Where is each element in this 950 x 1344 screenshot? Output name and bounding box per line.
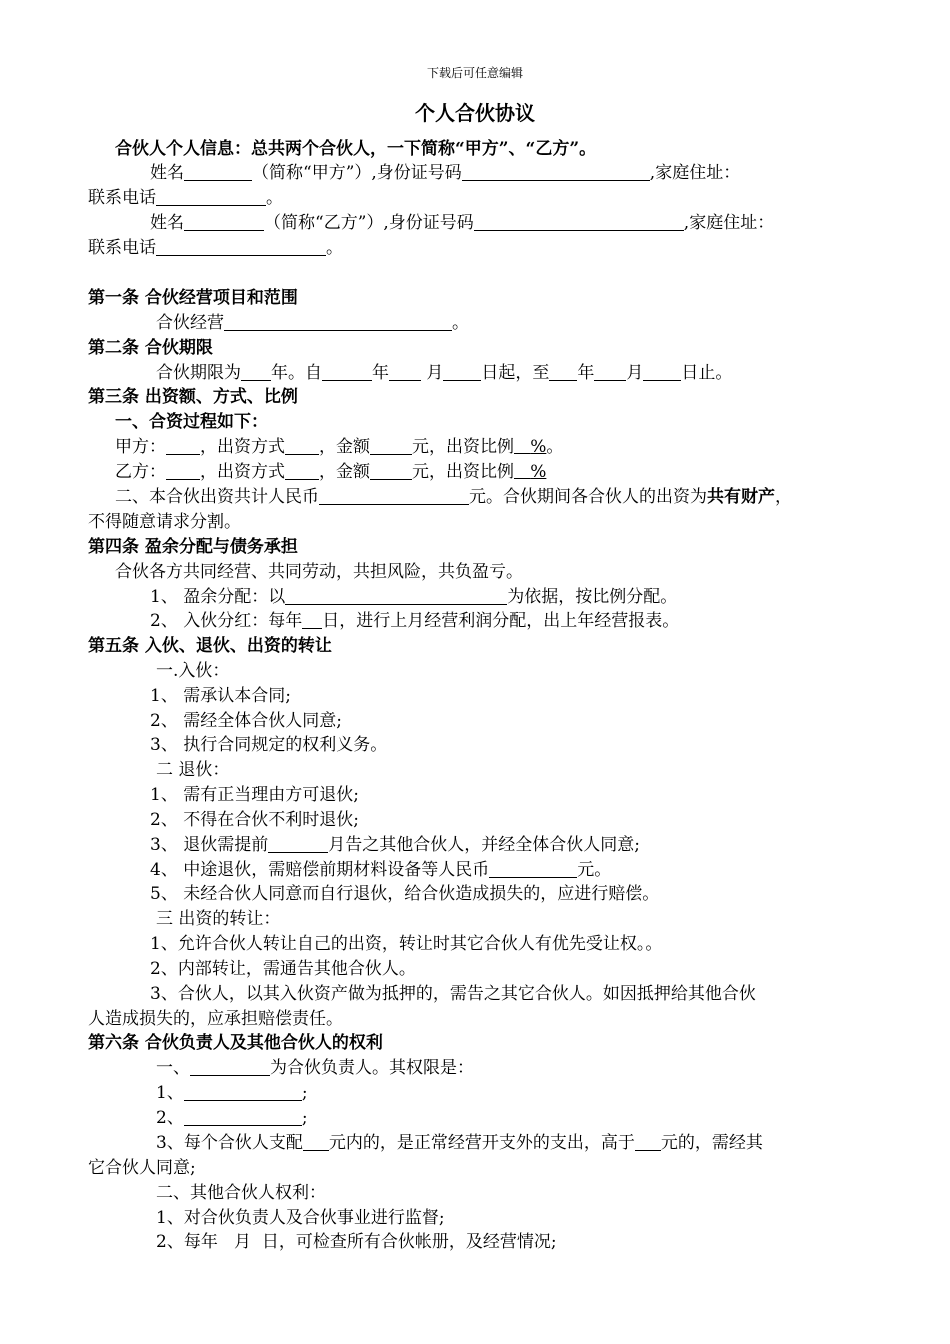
party-a-contribution: 甲方： ，出资方式 ，金额 元，出资比例 %。 (115, 437, 564, 457)
blank-id-a[interactable] (462, 162, 650, 181)
article-3-sub2-cont: 不得随意请求分割。 (88, 512, 241, 532)
blank-a-method[interactable] (285, 436, 319, 455)
list-item: 1、 ; (156, 1083, 308, 1103)
list-item: 4、 中途退伙，需赔偿前期材料设备等人民币 元。 (150, 860, 612, 880)
blank-total-capital[interactable] (319, 486, 469, 505)
article-3-sub1: 一、合资过程如下： (115, 412, 268, 432)
list-item: 3、 退伙需提前 月告之其他合伙人，并经全体合伙人同意; (150, 835, 640, 855)
list-item: 2、 不得在合伙不利时退伙; (150, 810, 359, 830)
article-4-item2: 2、 入伙分红：每年 日，进行上月经营利润分配，出上年经营报表。 (150, 611, 680, 631)
article-5-s3: 三 出资的转让： (156, 909, 281, 929)
article-5-s1: 一.入伙： (156, 661, 230, 681)
blank-start-day[interactable] (443, 362, 481, 381)
blank-end-month[interactable] (594, 362, 626, 381)
article-2-text: 合伙期限为 年。自 年 月 日起，至 年 月 日止。 (156, 363, 733, 383)
ratio-a[interactable]: % (530, 437, 547, 457)
page-title: 个人合伙协议 (415, 101, 535, 125)
article-3-sub2: 二、本合伙出资共计人民币 元。合伙期间各合伙人的出资为共有财产， (115, 487, 792, 507)
list-item: 1、对合伙负责人及合伙事业进行监督; (156, 1208, 445, 1228)
list-item: 2、 需经全体合伙人同意; (150, 711, 342, 731)
blank-name-b[interactable] (184, 212, 264, 231)
blank-profit-basis[interactable] (285, 586, 507, 605)
list-item-cont: 它合伙人同意; (88, 1158, 196, 1178)
blank-end-day[interactable] (643, 362, 681, 381)
party-b-phone-line: 联系电话 。 (88, 238, 343, 258)
blank-phone-b[interactable] (156, 237, 326, 256)
article-2-heading: 第二条 合伙期限 (88, 338, 213, 358)
blank-spend-limit[interactable] (303, 1132, 329, 1151)
blank-phone-a[interactable] (156, 187, 266, 206)
blank-b-name[interactable] (166, 461, 200, 480)
blank-business-scope[interactable] (224, 312, 452, 331)
article-6-s1: 一、 为合伙负责人。其权限是： (156, 1058, 474, 1078)
article-4-item1: 1、 盈余分配：以 为依据，按比例分配。 (150, 587, 678, 607)
list-item: 2、 ; (156, 1108, 308, 1128)
article-4-p1: 合伙各方共同经营、共同劳动，共担风险，共负盈亏。 (115, 562, 523, 582)
list-item: 2、内部转让，需通告其他合伙人。 (150, 959, 416, 979)
blank-a-name[interactable] (166, 436, 200, 455)
list-item: 2、每年 月 日，可检查所有合伙帐册，及经营情况; (156, 1232, 557, 1252)
list-item: 3、 执行合同规定的权利义务。 (150, 735, 388, 755)
blank-start-year[interactable] (322, 362, 372, 381)
list-item: 3、合伙人，以其入伙资产做为抵押的，需告之其它合伙人。如因抵押给其他合伙 (150, 984, 756, 1004)
article-5-heading: 第五条 入伙、退伙、出资的转让 (88, 636, 332, 656)
blank-b-amount[interactable] (370, 461, 412, 480)
article-6-heading: 第六条 合伙负责人及其他合伙人的权利 (88, 1033, 383, 1053)
article-1-text: 合伙经营 。 (156, 313, 469, 333)
party-b-contribution: 乙方： ，出资方式 ，金额 元，出资比例 % (115, 462, 547, 482)
article-3-heading: 第三条 出资额、方式、比例 (88, 387, 298, 407)
blank-years[interactable] (241, 362, 271, 381)
header-note: 下载后可任意编辑 (426, 66, 523, 80)
party-a-phone-line: 联系电话 。 (88, 188, 283, 208)
article-6-s2: 二、其他合伙人权利： (156, 1183, 326, 1203)
blank-a-amount[interactable] (370, 436, 412, 455)
blank-id-b[interactable] (474, 212, 684, 231)
ratio-b[interactable]: % (530, 462, 547, 482)
article-5-s2: 二 退伙： (156, 760, 230, 780)
blank-compensation[interactable] (489, 859, 577, 878)
article-4-heading: 第四条 盈余分配与债务承担 (88, 537, 298, 557)
list-item: 3、每个合伙人支配 元内的，是正常经营开支外的支出，高于 元的，需经其 (156, 1133, 763, 1153)
blank-notice-months[interactable] (268, 834, 328, 853)
list-item-cont: 人造成损失的，应承担赔偿责任。 (88, 1009, 343, 1029)
blank-b-method[interactable] (285, 461, 319, 480)
list-item: 5、 未经合伙人同意而自行退伙，给合伙造成损失的，应进行赔偿。 (150, 884, 660, 904)
blank-authority-2[interactable] (184, 1107, 302, 1126)
blank-start-month[interactable] (389, 362, 421, 381)
party-a-line: 姓名 （简称“甲方”）,身份证号码 ,家庭住址： (150, 163, 741, 183)
blank-spend-threshold[interactable] (635, 1132, 661, 1151)
blank-dividend-day[interactable] (302, 610, 322, 629)
article-1-heading: 第一条 合伙经营项目和范围 (88, 288, 298, 308)
list-item: 1、 需承认本合同; (150, 686, 291, 706)
list-item: 1、 需有正当理由方可退伙; (150, 785, 359, 805)
blank-manager[interactable] (190, 1057, 270, 1076)
blank-end-year[interactable] (549, 362, 577, 381)
list-item: 1、允许合伙人转让自己的出资，转让时其它合伙人有优先受让权。。 (150, 934, 663, 954)
partner-info: 合伙人个人信息：总共两个合伙人，一下简称“甲方”、“乙方”。 (115, 139, 597, 159)
blank-authority-1[interactable] (184, 1082, 302, 1101)
blank-name-a[interactable] (184, 162, 252, 181)
party-b-line: 姓名 （简称“乙方”）,身份证号码 ,家庭住址： (150, 213, 775, 233)
